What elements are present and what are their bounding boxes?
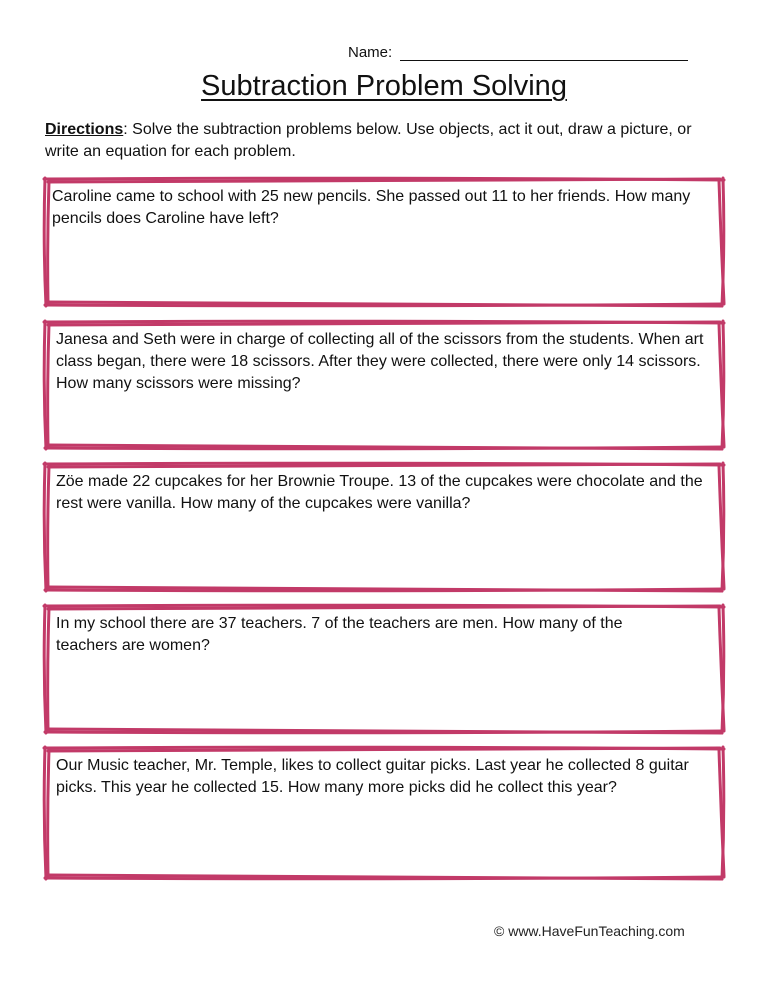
problem-box-1[interactable] (42, 176, 726, 308)
problem-text: Janesa and Seth were in charge of collecting all of the scissors from the students. When art class began, there were 18 scissors. After they were collected, there were only 14 scissors. How many scissors were missing? (56, 331, 704, 392)
problem-text: In my school there are 37 teachers. 7 of the teachers are men. How many of the teachers are women? (56, 615, 623, 654)
page-title: Subtraction Problem Solving (201, 70, 567, 102)
directions (45, 119, 725, 163)
directions-label: Directions (45, 121, 124, 138)
name-input-line[interactable] (400, 44, 688, 61)
problem-box-5[interactable] (42, 745, 726, 881)
problem-text: Zöe made 22 cupcakes for her Brownie Troupe. 13 of the cupcakes were chocolate and the rest were vanilla. How many of the cupcakes were vanilla? (56, 473, 703, 512)
problem-text: Caroline came to school with 25 new pencils. She passed out 11 to her friends. How many pencils does Caroline have left? (52, 188, 691, 227)
problem-box-3[interactable] (42, 461, 726, 593)
name-label: Name: (348, 44, 393, 61)
name-row (348, 44, 688, 61)
problem-box-2[interactable] (42, 319, 726, 451)
footer-copyright: © www.HaveFunTeaching.com (494, 923, 685, 939)
problem-box-4[interactable] (42, 603, 726, 735)
problem-text: Our Music teacher, Mr. Temple, likes to collect guitar picks. Last year he collected 8 guitar picks. This year he collected 15. How many more picks did he collect this year? (56, 757, 689, 796)
directions-text: : Solve the subtraction problems below. Use objects, act it out, draw a picture, or write an equation for each problem. (45, 121, 692, 160)
